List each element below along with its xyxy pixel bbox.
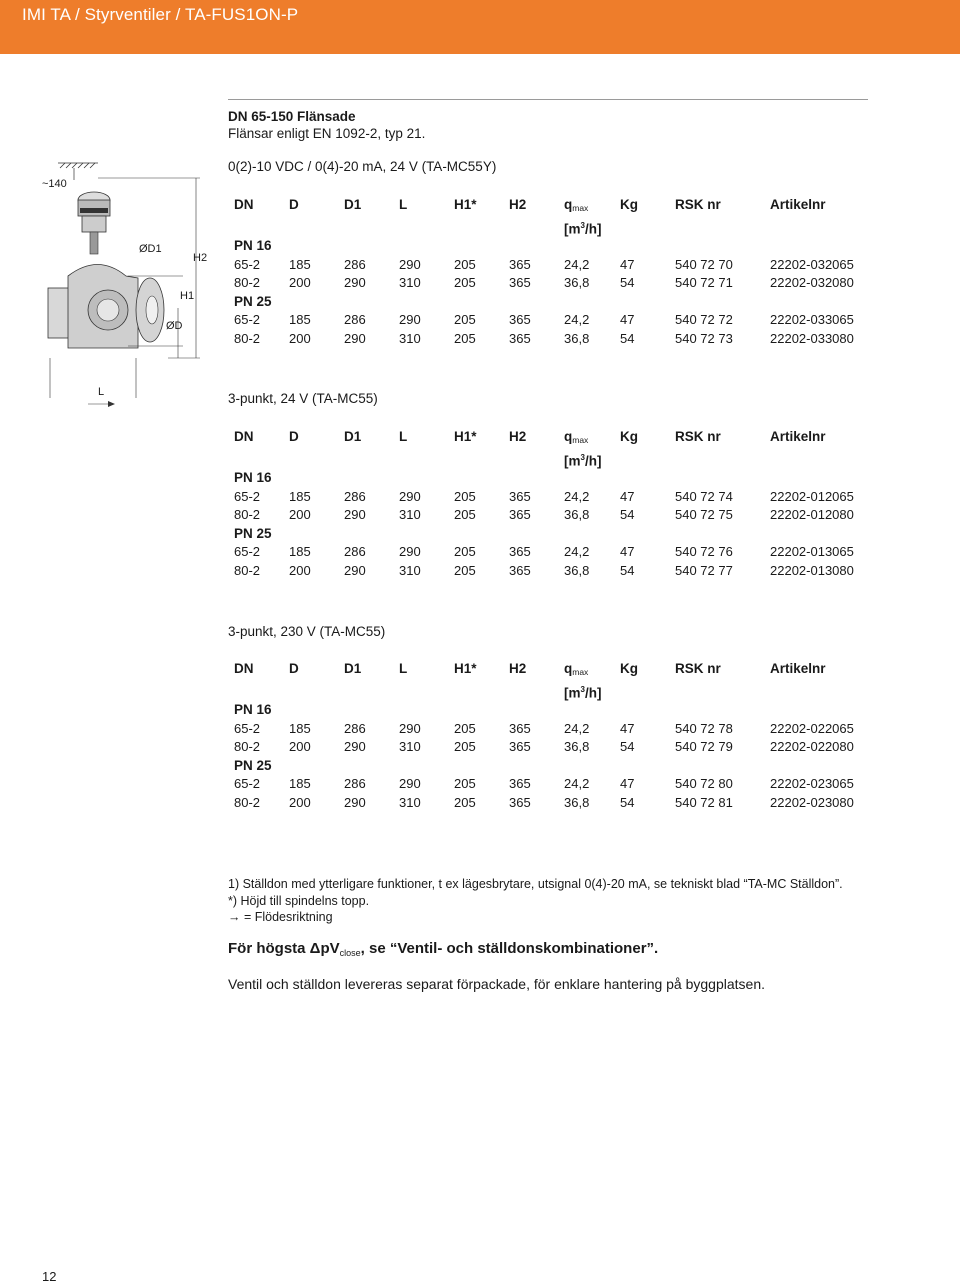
table-cell: 22202-032065: [770, 256, 854, 272]
table-cell: 65-2: [234, 488, 261, 504]
table-cell: 310: [399, 330, 421, 346]
table-cell: 80-2: [234, 562, 261, 578]
table-row: [228, 738, 870, 757]
col-d: D: [289, 429, 299, 444]
table-cell: 200: [289, 507, 311, 522]
col-kg: Kg: [620, 661, 638, 676]
table-cell: 54: [620, 275, 635, 290]
section-divider: [228, 99, 868, 100]
table-cell: 205: [454, 330, 476, 346]
page-number: 12: [42, 1269, 57, 1284]
table-cell: 205: [454, 544, 476, 559]
col-d1: D1: [344, 197, 362, 212]
table-cell: 365: [509, 488, 531, 504]
dim-label-d1: ØD1: [139, 243, 162, 255]
pn-group-row: [228, 701, 870, 720]
table-cell: 22202-013065: [770, 544, 854, 559]
table-header-row: [228, 196, 870, 218]
table-cell: 540 72 76: [675, 544, 733, 559]
table-cell: 290: [344, 330, 366, 346]
spec-table-1: [228, 196, 870, 348]
table-body: [228, 469, 870, 580]
table-cell: 540 72 75: [675, 507, 733, 522]
table-cell: 185: [289, 776, 311, 791]
table-cell: 540 72 79: [675, 739, 733, 754]
pn-group-row: [228, 469, 870, 488]
table-header-row: [228, 660, 870, 682]
col-dn: DN: [234, 197, 254, 212]
col-qmax: $q_{max}$: [564, 661, 589, 677]
valve-dimension-drawing: [38, 158, 218, 413]
table-cell: 54: [620, 507, 635, 522]
ceiling-hatch: [58, 163, 98, 168]
table-cell: 22202-013080: [770, 562, 854, 578]
col-h2: H2: [509, 661, 527, 676]
col-d: D: [289, 661, 299, 676]
table-cell: 290: [344, 275, 366, 290]
table-cell: 205: [454, 488, 476, 504]
col-h1: H1*: [454, 661, 477, 676]
table-cell: 365: [509, 720, 531, 736]
col-l: L: [399, 661, 408, 676]
table-cell: 80-2: [234, 275, 261, 290]
pn-group-row: [228, 293, 870, 312]
table-cell: 47: [620, 544, 635, 559]
table-unit-row: [228, 450, 870, 470]
table-cell: 47: [620, 256, 635, 272]
table-cell: 205: [454, 256, 476, 272]
table-cell: 22202-032080: [770, 275, 854, 290]
col-rsk: RSK nr: [675, 661, 721, 676]
table-cell: 80-2: [234, 794, 261, 810]
table-cell: 290: [399, 312, 421, 327]
spec-table-2: [228, 428, 870, 580]
table-cell: 205: [454, 739, 476, 754]
table-cell: 290: [399, 256, 421, 272]
table-row: [228, 794, 870, 813]
table-cell: 185: [289, 256, 311, 272]
section-title-2: 3-punkt, 24 V (TA-MC55): [228, 391, 378, 406]
table-cell: 365: [509, 544, 531, 559]
table-cell: 24,2: [564, 488, 590, 504]
table-cell: 200: [289, 794, 311, 810]
col-h1: H1*: [454, 429, 477, 444]
table-cell: 205: [454, 507, 476, 522]
table-cell: 65-2: [234, 720, 261, 736]
table-cell: 200: [289, 739, 311, 754]
table-cell: 290: [344, 507, 366, 522]
table-cell: 200: [289, 562, 311, 578]
footnote-flow: → = Flödesriktning: [228, 910, 333, 924]
table-cell: 36,8: [564, 794, 590, 810]
pn-label: PN 16: [234, 238, 272, 253]
col-h1: H1*: [454, 197, 477, 212]
dim-label-140: ~140: [42, 178, 67, 190]
table-cell: 185: [289, 720, 311, 736]
col-h2: H2: [509, 197, 527, 212]
table-cell: 54: [620, 562, 635, 578]
footnote-1: 1) Ställdon med ytterligare funktioner, t ex lägesbrytare, utsignal 0(4)-20 mA, se tekniskt blad “TA-MC Ställdon”.: [228, 877, 843, 891]
col-l: L: [399, 197, 408, 212]
pn-group-row: [228, 237, 870, 256]
table-cell: 185: [289, 488, 311, 504]
table-cell: 22202-023080: [770, 794, 854, 810]
table-cell: 65-2: [234, 256, 261, 272]
table-cell: 200: [289, 275, 311, 290]
table-row: [228, 775, 870, 794]
section-title-1: 0(2)-10 VDC / 0(4)-20 mA, 24 V (TA-MC55Y): [228, 159, 497, 174]
table-cell: 540 72 80: [675, 776, 733, 791]
pn-group-row: [228, 525, 870, 544]
col-rsk: RSK nr: [675, 197, 721, 212]
table-cell: 290: [399, 720, 421, 736]
table-cell: 310: [399, 507, 421, 522]
table-cell: 540 72 72: [675, 312, 733, 327]
table-cell: 80-2: [234, 739, 261, 754]
table-cell: 185: [289, 312, 311, 327]
table-cell: 540 72 71: [675, 275, 733, 290]
table-cell: 365: [509, 330, 531, 346]
table-unit-row: [228, 218, 870, 238]
table-cell: 22202-023065: [770, 776, 854, 791]
table-cell: 200: [289, 330, 311, 346]
col-qmax: $q_{max}$: [564, 197, 589, 213]
table-cell: 365: [509, 776, 531, 791]
col-kg: Kg: [620, 197, 638, 212]
table-row: [228, 274, 870, 293]
pn-label: PN 16: [234, 470, 272, 485]
col-artikelnr: Artikelnr: [770, 429, 826, 444]
table-cell: 286: [344, 312, 366, 327]
table-cell: 24,2: [564, 776, 590, 791]
table-cell: 286: [344, 488, 366, 504]
table-cell: 365: [509, 507, 531, 522]
table-cell: 365: [509, 275, 531, 290]
table-cell: 22202-033080: [770, 330, 854, 346]
table-cell: 540 72 74: [675, 488, 733, 504]
table-row: [228, 562, 870, 581]
dim-label-l: L: [98, 386, 105, 398]
table-cell: 205: [454, 794, 476, 810]
table-cell: 290: [399, 776, 421, 791]
pn-group-row: [228, 757, 870, 776]
col-l: L: [399, 429, 408, 444]
table-cell: 286: [344, 256, 366, 272]
table-cell: 24,2: [564, 256, 590, 272]
table-cell: 540 72 78: [675, 720, 733, 736]
table-cell: 47: [620, 776, 635, 791]
qmax-unit: $[m^3/h]$: [564, 220, 602, 236]
flow-direction-arrow: [108, 401, 115, 407]
pn-label: PN 25: [234, 525, 272, 541]
table-cell: 205: [454, 562, 476, 578]
table-cell: 80-2: [234, 330, 261, 346]
table-row: [228, 543, 870, 562]
table-cell: 365: [509, 739, 531, 754]
footnote-2: *) Höjd till spindelns topp.: [228, 894, 370, 908]
table-cell: 36,8: [564, 562, 590, 578]
col-dn: DN: [234, 429, 254, 444]
table-cell: 24,2: [564, 544, 590, 559]
col-d1: D1: [344, 661, 362, 676]
table-cell: 22202-012065: [770, 488, 854, 504]
table-cell: 54: [620, 330, 635, 346]
table-row: [228, 488, 870, 507]
dim-label-h1: H1: [180, 290, 195, 302]
table-cell: 365: [509, 794, 531, 810]
table-cell: 290: [344, 562, 366, 578]
col-qmax: $q_{max}$: [564, 429, 589, 445]
pn-label: PN 16: [234, 702, 272, 717]
table-header-row: [228, 428, 870, 450]
col-kg: Kg: [620, 429, 638, 444]
table-cell: 65-2: [234, 776, 261, 791]
table-cell: 65-2: [234, 312, 261, 327]
table-cell: 54: [620, 739, 635, 754]
table-cell: 310: [399, 794, 421, 810]
table-cell: 365: [509, 256, 531, 272]
table-cell: 80-2: [234, 507, 261, 522]
table-row: [228, 311, 870, 330]
table-cell: 205: [454, 776, 476, 791]
section-title-3: 3-punkt, 230 V (TA-MC55): [228, 624, 386, 639]
table-cell: 290: [344, 739, 366, 754]
table-cell: 47: [620, 312, 635, 327]
table-row: [228, 720, 870, 739]
col-dn: DN: [234, 661, 254, 676]
table-cell: 290: [399, 544, 421, 559]
table-cell: 47: [620, 720, 635, 736]
col-d1: D1: [344, 429, 362, 444]
table-row: [228, 330, 870, 349]
table-cell: 540 72 81: [675, 794, 733, 810]
table-cell: 22202-022080: [770, 739, 854, 754]
table-cell: 36,8: [564, 330, 590, 346]
table-cell: 22202-033065: [770, 312, 854, 327]
table-cell: 24,2: [564, 312, 590, 327]
table-cell: 290: [344, 794, 366, 810]
table-cell: 540 72 77: [675, 562, 733, 578]
table-cell: 36,8: [564, 507, 590, 522]
table-cell: 47: [620, 488, 635, 504]
qmax-unit: $[m^3/h]$: [564, 452, 602, 468]
table-cell: 36,8: [564, 275, 590, 290]
table-cell: 22202-022065: [770, 720, 854, 736]
table-cell: 540 72 70: [675, 256, 733, 272]
header-bar: [0, 0, 960, 54]
dpv-note: För högsta ΔpV$_{close}$, se “Ventil- och ställdonskombinationer”.: [228, 940, 659, 958]
spec-table-3: [228, 660, 870, 812]
col-rsk: RSK nr: [675, 429, 721, 444]
table-cell: 205: [454, 275, 476, 290]
flow-arrow-icon: →: [228, 910, 241, 924]
table-cell: 185: [289, 544, 311, 559]
table-cell: 365: [509, 562, 531, 578]
table-body: [228, 237, 870, 348]
breadcrumb: IMI TA / Styrventiler / TA-FUS1ON-P: [22, 5, 299, 24]
table-cell: 286: [344, 720, 366, 736]
table-body: [228, 701, 870, 812]
table-cell: 290: [399, 488, 421, 504]
table-unit-row: [228, 682, 870, 702]
intro-title: DN 65-150 Flänsade: [228, 109, 356, 124]
dim-label-d: ØD: [166, 320, 183, 332]
table-cell: 65-2: [234, 544, 261, 559]
table-cell: 540 72 73: [675, 330, 733, 346]
table-cell: 24,2: [564, 720, 590, 736]
table-cell: 36,8: [564, 739, 590, 754]
table-cell: 286: [344, 776, 366, 791]
qmax-unit: $[m^3/h]$: [564, 684, 602, 700]
col-artikelnr: Artikelnr: [770, 197, 826, 212]
table-row: [228, 256, 870, 275]
table-cell: 365: [509, 312, 531, 327]
table-row: [228, 506, 870, 525]
intro-subtitle: Flänsar enligt EN 1092-2, typ 21.: [228, 126, 426, 141]
dim-label-h2: H2: [193, 252, 208, 264]
col-artikelnr: Artikelnr: [770, 661, 826, 676]
table-cell: 205: [454, 720, 476, 736]
table-cell: 310: [399, 739, 421, 754]
closing-note: Ventil och ställdon levereras separat förpackade, för enklare hantering på byggplatsen.: [228, 976, 766, 992]
table-cell: 205: [454, 312, 476, 327]
pn-label: PN 25: [234, 293, 272, 309]
table-cell: 310: [399, 562, 421, 578]
table-cell: 54: [620, 794, 635, 810]
pn-label: PN 25: [234, 757, 272, 773]
table-cell: 286: [344, 544, 366, 559]
col-h2: H2: [509, 429, 527, 444]
table-cell: 22202-012080: [770, 507, 854, 522]
table-cell: 310: [399, 275, 421, 290]
col-d: D: [289, 197, 299, 212]
